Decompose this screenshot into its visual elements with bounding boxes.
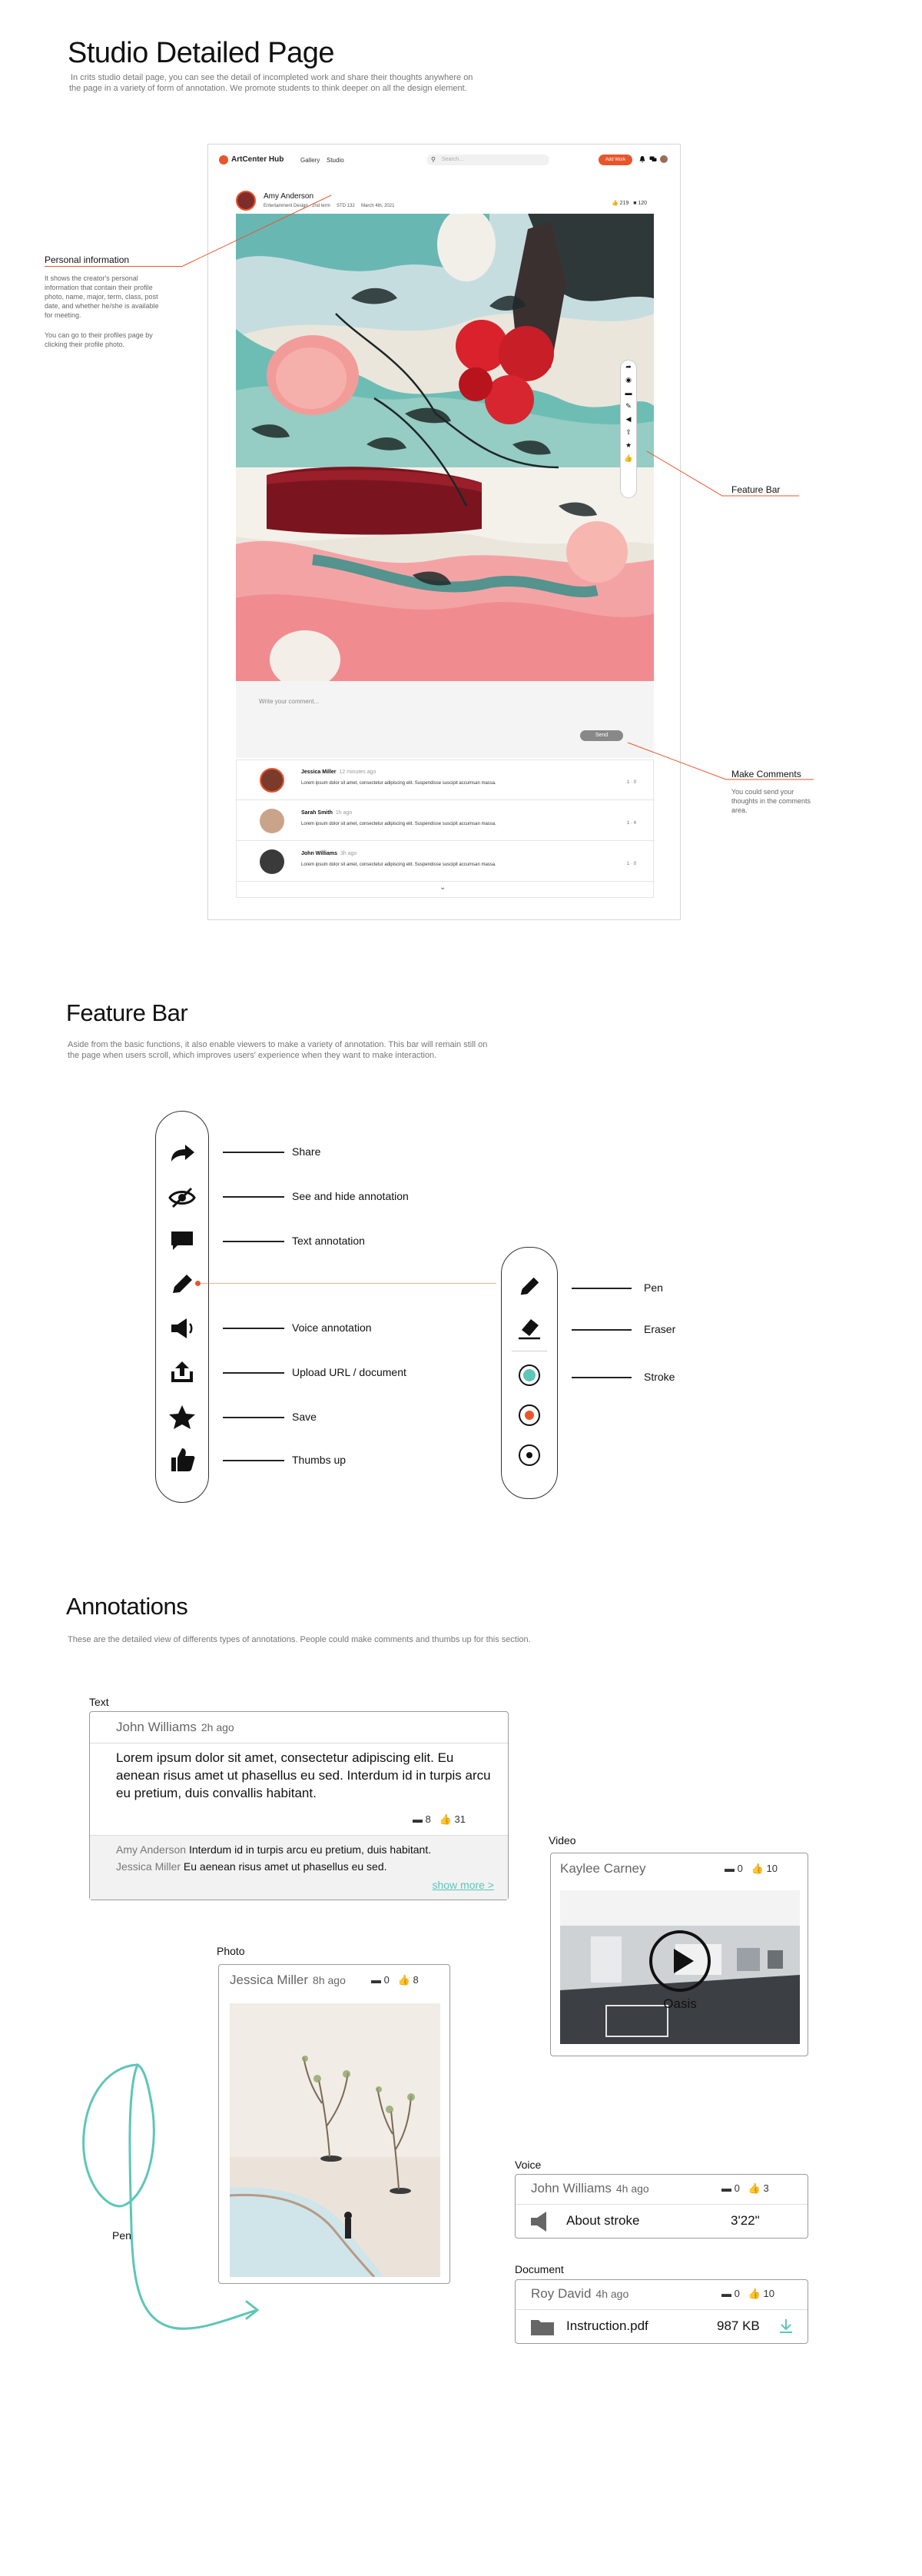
leader-line <box>223 1328 284 1329</box>
leader-line <box>572 1288 632 1289</box>
nav-gallery[interactable]: Gallery <box>300 157 320 164</box>
eye-icon[interactable]: ◉ <box>625 376 632 384</box>
thumbs-up-icon[interactable]: 👍 <box>624 454 633 462</box>
comment-count: 0 <box>734 2182 740 2194</box>
document-filename[interactable]: Instruction.pdf <box>566 2318 648 2333</box>
comment-meta: 1 · 0 <box>626 780 636 785</box>
video-thumbnail[interactable] <box>560 1890 800 2044</box>
comment-count: 8 <box>425 1813 431 1825</box>
comment-input[interactable] <box>236 681 654 758</box>
annotation-author[interactable]: John Williams <box>531 2181 612 2195</box>
artwork-image <box>236 214 654 681</box>
play-icon[interactable] <box>672 1947 695 1975</box>
comment-icon[interactable]: ▬ <box>721 2288 731 2299</box>
video-section-label: Video <box>549 1834 576 1846</box>
leader-line <box>223 1196 284 1198</box>
voice-title: About stroke <box>566 2213 640 2228</box>
comment-author[interactable]: Jessica Miller <box>301 769 337 775</box>
feature-bar-desc-line1: Aside from the basic functions, it also enable viewers to make a variety of annotation. This bar will remain still on <box>68 1040 488 1049</box>
upload-icon[interactable] <box>167 1359 197 1385</box>
thumbs-up-icon[interactable]: 👍 <box>397 1974 410 1986</box>
reply-author[interactable]: Amy Anderson <box>116 1843 187 1856</box>
folder-icon <box>529 2317 556 2337</box>
thumbs-up-icon[interactable]: 👍 <box>612 201 619 206</box>
speaker-icon[interactable] <box>529 2210 556 2233</box>
likes-count: 219 <box>619 201 629 206</box>
like-count: 10 <box>766 1863 778 1874</box>
voice-section-label: Voice <box>515 2159 542 2171</box>
thumbs-up-icon[interactable]: 👍 <box>751 1863 764 1874</box>
comment-icon[interactable]: ▬ <box>371 1974 381 1986</box>
chevron-down-icon[interactable]: ⌄ <box>439 883 446 892</box>
stroke-orange-option[interactable] <box>518 1404 541 1427</box>
feature-bar <box>155 1111 209 1503</box>
annotation-time: 2h ago <box>201 1721 234 1733</box>
mini-feature-bar <box>620 360 637 498</box>
comment-placeholder: Write your comment... <box>259 698 320 705</box>
comment-row <box>237 842 655 882</box>
eraser-icon[interactable] <box>514 1316 545 1341</box>
stroke-black-option[interactable] <box>518 1444 541 1467</box>
leader-line <box>223 1460 284 1461</box>
eraser-label: Eraser <box>644 1323 676 1335</box>
comment-text: Lorem ipsum dolor sit amet, consectetur adipiscing elit. Suspendisse suscipit accumsan massa. <box>301 863 496 867</box>
pen-stroke-drawing <box>73 2059 273 2343</box>
comment-author[interactable]: Sarah Smith <box>301 810 333 816</box>
voice-annotation-label: Voice annotation <box>292 1321 372 1334</box>
annotation-time: 4h ago <box>595 2288 629 2300</box>
connector-dot <box>195 1281 201 1286</box>
comment-count: 0 <box>737 1863 743 1874</box>
comment-text: Lorem ipsum dolor sit amet, consectetur adipiscing elit. Suspendisse suscipit accumsan massa. <box>301 822 496 826</box>
divider <box>516 2204 808 2205</box>
annotation-stats <box>721 2288 774 2300</box>
leader-line <box>223 1417 284 1418</box>
thumbs-up-icon[interactable] <box>167 1447 197 1473</box>
comment-icon[interactable]: ■ <box>633 201 637 206</box>
annotation-author[interactable]: Roy David <box>531 2286 592 2301</box>
avatar[interactable] <box>660 155 668 163</box>
document-annotation-card <box>515 2279 808 2344</box>
text-annotation-icon[interactable] <box>167 1228 197 1253</box>
make-comments-desc: You could send your thoughts in the comments area. <box>731 788 811 814</box>
leader-line <box>572 1377 632 1378</box>
make-comments-title: Make Comments <box>731 769 801 779</box>
replies-panel <box>90 1835 508 1900</box>
star-icon[interactable]: ★ <box>625 441 632 449</box>
comment-time: 12 minutes ago <box>339 769 376 775</box>
comment-author[interactable]: John Williams <box>301 851 338 856</box>
leader-line <box>223 1372 284 1374</box>
author-name[interactable]: Amy Anderson <box>264 192 314 201</box>
annotation-author[interactable]: Kaylee Carney <box>560 1861 646 1876</box>
stroke-teal-option[interactable] <box>518 1364 541 1387</box>
text-section-label: Text <box>89 1696 109 1708</box>
video-annotation-card <box>550 1853 808 2056</box>
comment-meta: 1 · 4 <box>626 821 636 826</box>
photo-section-label: Photo <box>217 1945 245 1957</box>
page-subtitle-line2: the page in a variety of form of annotation. We promote students to think deeper on all the design element. <box>69 84 467 93</box>
comment-meta: 1 · 0 <box>626 862 636 866</box>
share-icon[interactable]: ➦ <box>625 363 632 371</box>
text-annotation-icon[interactable]: ▬ <box>625 389 632 397</box>
pen-icon[interactable]: ✎ <box>625 402 632 410</box>
pen-annotation-label: Pen <box>112 2229 131 2242</box>
leader-line <box>223 1241 284 1242</box>
text-annotation-card <box>89 1711 509 1900</box>
search-input[interactable] <box>426 155 549 165</box>
comment-icon[interactable]: ▬ <box>725 1863 735 1874</box>
annotation-time: 8h ago <box>313 1974 346 1986</box>
reply-2 <box>116 1860 387 1873</box>
like-count: 31 <box>454 1813 466 1825</box>
like-count: 8 <box>413 1974 419 1986</box>
annotations-desc: These are the detailed view of differents types of annotations. People could make comments and thumbs up for this section. <box>68 1635 531 1644</box>
callout-connector <box>645 450 799 504</box>
thumbs-up-label: Thumbs up <box>292 1454 347 1466</box>
divider <box>516 2309 808 2310</box>
speaker-icon[interactable] <box>167 1316 197 1341</box>
annotation-stats <box>413 1813 466 1826</box>
comment-count: 0 <box>383 1974 390 1986</box>
reply-text: Eu aenean risus amet ut phasellus eu sed. <box>183 1860 387 1873</box>
like-count: 10 <box>763 2288 774 2299</box>
comment-text: Lorem ipsum dolor sit amet, consectetur adipiscing elit. Suspendisse suscipit accumsan massa. <box>301 781 496 786</box>
callout-connector <box>181 192 335 269</box>
author-meta: Entertainment Design · 2nd term STD 132 March 4th, 2021 <box>264 204 395 208</box>
upload-icon[interactable]: ⇧ <box>625 428 632 436</box>
reply-author[interactable]: Jessica Miller <box>116 1860 181 1873</box>
voice-annotation-card <box>515 2174 808 2239</box>
messages-icon[interactable] <box>649 155 657 163</box>
thumbs-up-icon[interactable]: 👍 <box>748 2182 761 2194</box>
annotation-stats <box>725 1863 778 1875</box>
comment-icon[interactable]: ▬ <box>721 2182 731 2194</box>
page-title: Studio Detailed Page <box>68 37 335 69</box>
leader-line <box>223 1152 284 1153</box>
thumbs-up-icon[interactable]: 👍 <box>439 1813 452 1825</box>
callout-line <box>45 266 183 267</box>
personal-info-title: Personal information <box>45 254 130 265</box>
comment-list <box>236 760 654 898</box>
leader-line <box>572 1329 632 1331</box>
annotation-author[interactable]: Jessica Miller <box>230 1973 309 1987</box>
pen-icon[interactable] <box>167 1271 197 1298</box>
connector-line <box>197 1283 496 1284</box>
comment-avatar[interactable] <box>260 849 284 874</box>
annotation-stats <box>371 1974 419 1986</box>
comments-count: 120 <box>638 201 648 206</box>
like-count: 3 <box>763 2182 769 2194</box>
post-stats <box>612 200 647 206</box>
pen-label: Pen <box>644 1281 663 1294</box>
personal-info-desc: It shows the creator's personal information that contain their profile photo, name, major, term, class, post date, and whether he/she is available for meeting. <box>45 274 159 319</box>
text-annotation-label: Text annotation <box>292 1235 365 1247</box>
show-more-link[interactable]: show more > <box>432 1879 494 1891</box>
feature-bar-desc-line2: the page when users scroll, which improves users' experience when they want to make interaction. <box>68 1051 437 1060</box>
hide-annotation-icon[interactable] <box>167 1186 197 1209</box>
annotation-time: 4h ago <box>615 2182 649 2195</box>
thumbs-up-icon[interactable]: 👍 <box>748 2288 761 2299</box>
annotation-body: Lorem ipsum dolor sit amet, consectetur adipiscing elit. Eu aenean risus amet ut phasellus eu sed. Interdum id in turpis arcu eu pretium, duis convallis habitant. <box>116 1750 491 1800</box>
send-button[interactable]: Send <box>580 730 623 741</box>
annotation-author[interactable]: John Williams <box>116 1720 197 1734</box>
save-label: Save <box>292 1411 317 1423</box>
upload-label: Upload URL / document <box>292 1366 406 1378</box>
personal-info-desc-2: You can go to their profiles page by clicking their profile photo. <box>45 331 153 348</box>
share-icon[interactable] <box>167 1142 197 1165</box>
stroke-label: Stroke <box>644 1371 675 1383</box>
brand-name[interactable]: ArtCenter Hub <box>231 155 284 164</box>
voice-duration: 3'22" <box>731 2213 760 2228</box>
top-nav <box>219 151 669 169</box>
annotations-title: Annotations <box>66 1593 188 1620</box>
comment-icon[interactable]: ▬ <box>413 1813 423 1825</box>
comment-avatar[interactable] <box>260 768 284 793</box>
see-hide-label: See and hide annotation <box>292 1190 409 1202</box>
search-icon: ⚲ <box>431 156 436 163</box>
feature-bar-callout-title: Feature Bar <box>731 484 781 495</box>
comment-row <box>237 801 655 841</box>
annotation-stats <box>721 2182 769 2195</box>
bell-icon[interactable] <box>638 155 646 163</box>
comment-avatar[interactable] <box>260 809 284 833</box>
video-caption: Oasis <box>663 1996 697 2011</box>
comment-time: 1h ago <box>335 810 353 816</box>
search-placeholder: Search... <box>442 157 464 162</box>
callout-connector <box>626 741 814 787</box>
document-section-label: Document <box>515 2263 564 2275</box>
logo-icon <box>219 155 228 165</box>
speaker-icon[interactable]: ◀ <box>625 415 632 423</box>
reply-text: Interdum id in turpis arcu eu pretium, duis habitant. <box>188 1843 432 1856</box>
page-subtitle-line1: In crits studio detail page, you can see the detail of incompleted work and share their thoughts anywhere on <box>71 73 473 82</box>
feature-bar-title: Feature Bar <box>66 999 188 1026</box>
star-icon[interactable] <box>167 1404 197 1430</box>
add-work-button[interactable]: Add Work <box>599 155 632 165</box>
download-icon[interactable] <box>777 2317 795 2335</box>
pen-icon[interactable] <box>514 1275 545 1299</box>
nav-studio[interactable]: Studio <box>327 157 344 164</box>
comment-time: 3h ago <box>340 851 357 856</box>
share-label: Share <box>292 1145 321 1158</box>
comment-row <box>237 760 655 800</box>
reply-1 <box>116 1843 431 1856</box>
comment-count: 0 <box>734 2288 740 2299</box>
document-size: 987 KB <box>717 2318 760 2333</box>
